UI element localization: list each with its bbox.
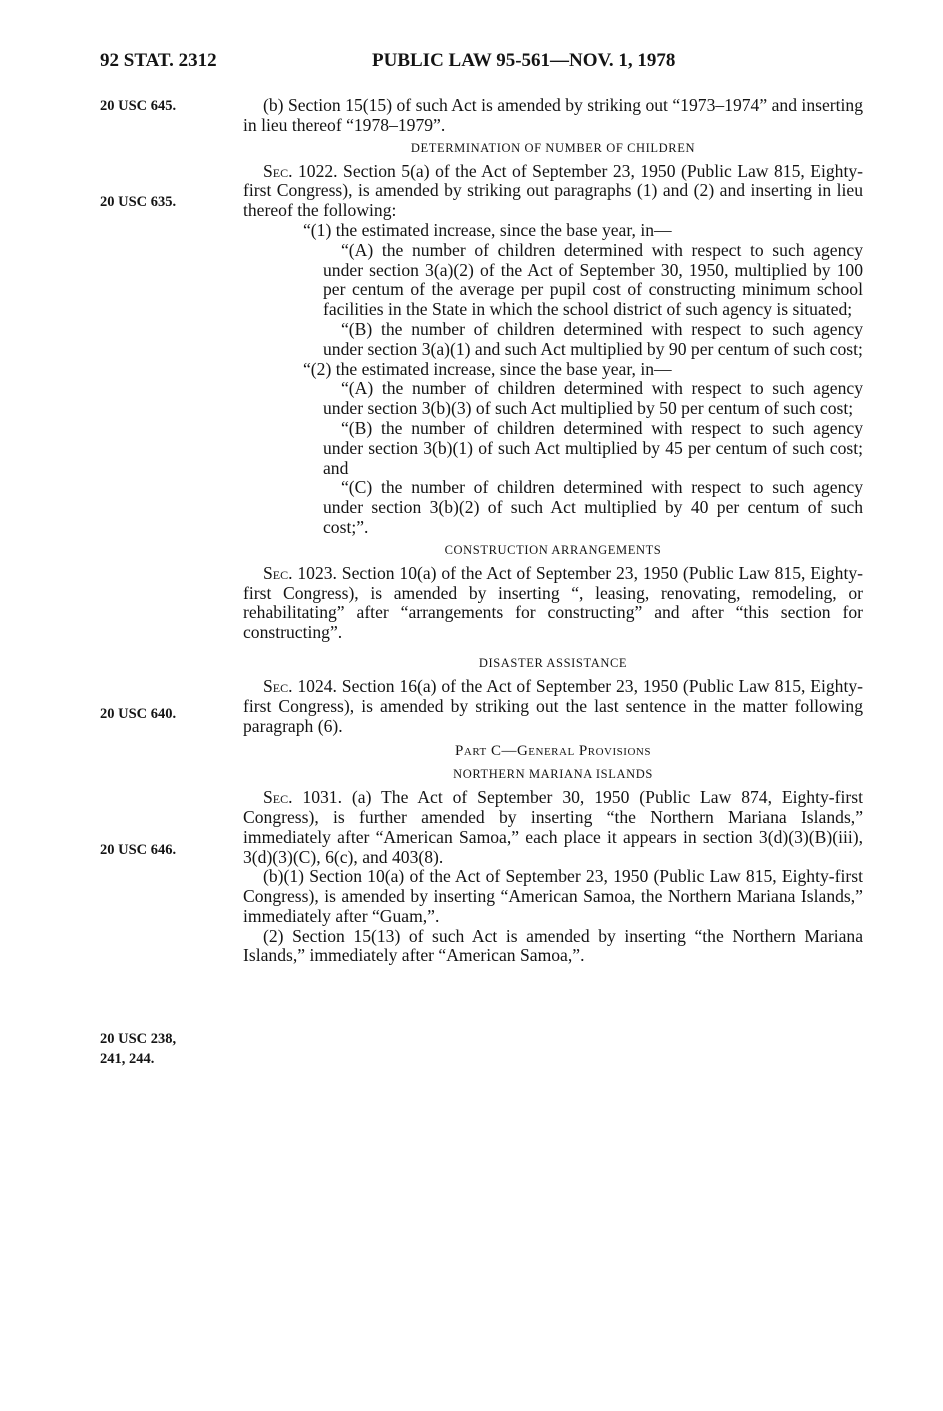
quoted-subparagraph: “(A) the number of children determined with respect to such agency under section 3(b)(3) of such Act multiplied by 50 per centum of such cost; — [323, 378, 863, 419]
statute-page-number: 92 STAT. 2312 — [100, 50, 217, 71]
section-heading: DISASTER ASSISTANCE — [478, 655, 628, 670]
section-text: (a) The Act of September 30, 1950 (Public Law 874, Eighty-first Congress), is further amended by inserting “the Northern Mariana Islands,” immediately after “American Samoa,” each place it appears in section 3(d)(3)(B)(iii), 3(d)(3)(C), 6(c), and 403(8). — [243, 787, 863, 867]
margin-note: 20 USC 635. — [100, 194, 177, 210]
quoted-paragraph: “(1) the estimated increase, since the base year, in— — [303, 219, 672, 240]
margin-note: 20 USC 640. — [100, 706, 177, 722]
section-heading: DETERMINATION OF NUMBER OF CHILDREN — [410, 140, 696, 155]
margin-note: 20 USC 645. — [100, 98, 177, 114]
document-body — [243, 96, 863, 966]
paragraph — [243, 564, 863, 643]
margin-note: 241, 244. — [100, 1051, 155, 1067]
quoted-subparagraph: “(C) the number of children determined with respect to such agency under section 3(b)(2) of such Act multiplied by 40 per centum of such cost;”. — [323, 477, 863, 537]
paragraph — [243, 788, 863, 867]
section-heading: CONSTRUCTION ARRANGEMENTS — [444, 542, 662, 557]
section-text: Section 10(a) of the Act of September 23, 1950 (Public Law 815, Eighty-first Congress), is amended by inserting “, leasing, renovating, remodeling, or rehabilitating” after “arrangements for constructing” and after “this section for constructing”. — [243, 562, 863, 643]
section-text: Section 16(a) of the Act of September 23, 1950 (Public Law 815, Eighty-first Congress), is amended by striking out the last sentence in the matter following paragraph (6). — [243, 675, 863, 736]
section-label: Sec. 1023. — [263, 562, 337, 583]
running-header: PUBLIC LAW 95-561—NOV. 1, 1978 — [372, 50, 676, 71]
quoted-subparagraph: “(B) the number of children determined with respect to such agency under section 3(a)(1) and such Act multiplied by 90 per centum of such cost; — [323, 318, 863, 359]
paragraph: (2) Section 15(13) of such Act is amended by inserting “the Northern Mariana Islands,” immediately after “American Samoa,”. — [243, 925, 863, 966]
quoted-paragraph: “(2) the estimated increase, since the base year, in— — [303, 358, 672, 379]
section-label: Sec. 1024. — [263, 675, 337, 696]
margin-note: 20 USC 646. — [100, 842, 177, 858]
quoted-subparagraph: “(B) the number of children determined with respect to such agency under section 3(b)(1) of such Act multiplied by 45 per centum of such cost; and — [323, 417, 863, 478]
paragraph — [243, 677, 863, 736]
section-heading: NORTHERN MARIANA ISLANDS — [453, 767, 653, 782]
section-label: Sec. 1031. — [263, 787, 343, 808]
quoted-subparagraph: “(A) the number of children determined with respect to such agency under section 3(a)(2) of the Act of September 30, 1950, multiplied by 100 per centum of the average per pupil cost of constructing minimum school facilities in the State in which the school district of such agency is situated; — [323, 239, 863, 320]
section-text: Section 5(a) of the Act of September 23, 1950 (Public Law 815, Eighty-first Congress), is amended by striking out paragraphs (1) and (2) and inserting in lieu thereof the following: — [243, 160, 863, 221]
part-heading: Part C—General Provisions — [455, 743, 651, 760]
section-label: Sec. 1022. — [263, 160, 338, 181]
paragraph — [243, 162, 863, 221]
paragraph: (b)(1) Section 10(a) of the Act of September 23, 1950 (Public Law 815, Eighty-first Congress), is amended by inserting “American Samoa, the Northern Mariana Islands,” immediately after “Guam,”. — [243, 866, 863, 926]
paragraph: (b) Section 15(15) of such Act is amended by striking out “1973–1974” and inserting in lieu thereof “1978–1979”. — [243, 95, 863, 135]
margin-note: 20 USC 238, — [100, 1031, 177, 1047]
